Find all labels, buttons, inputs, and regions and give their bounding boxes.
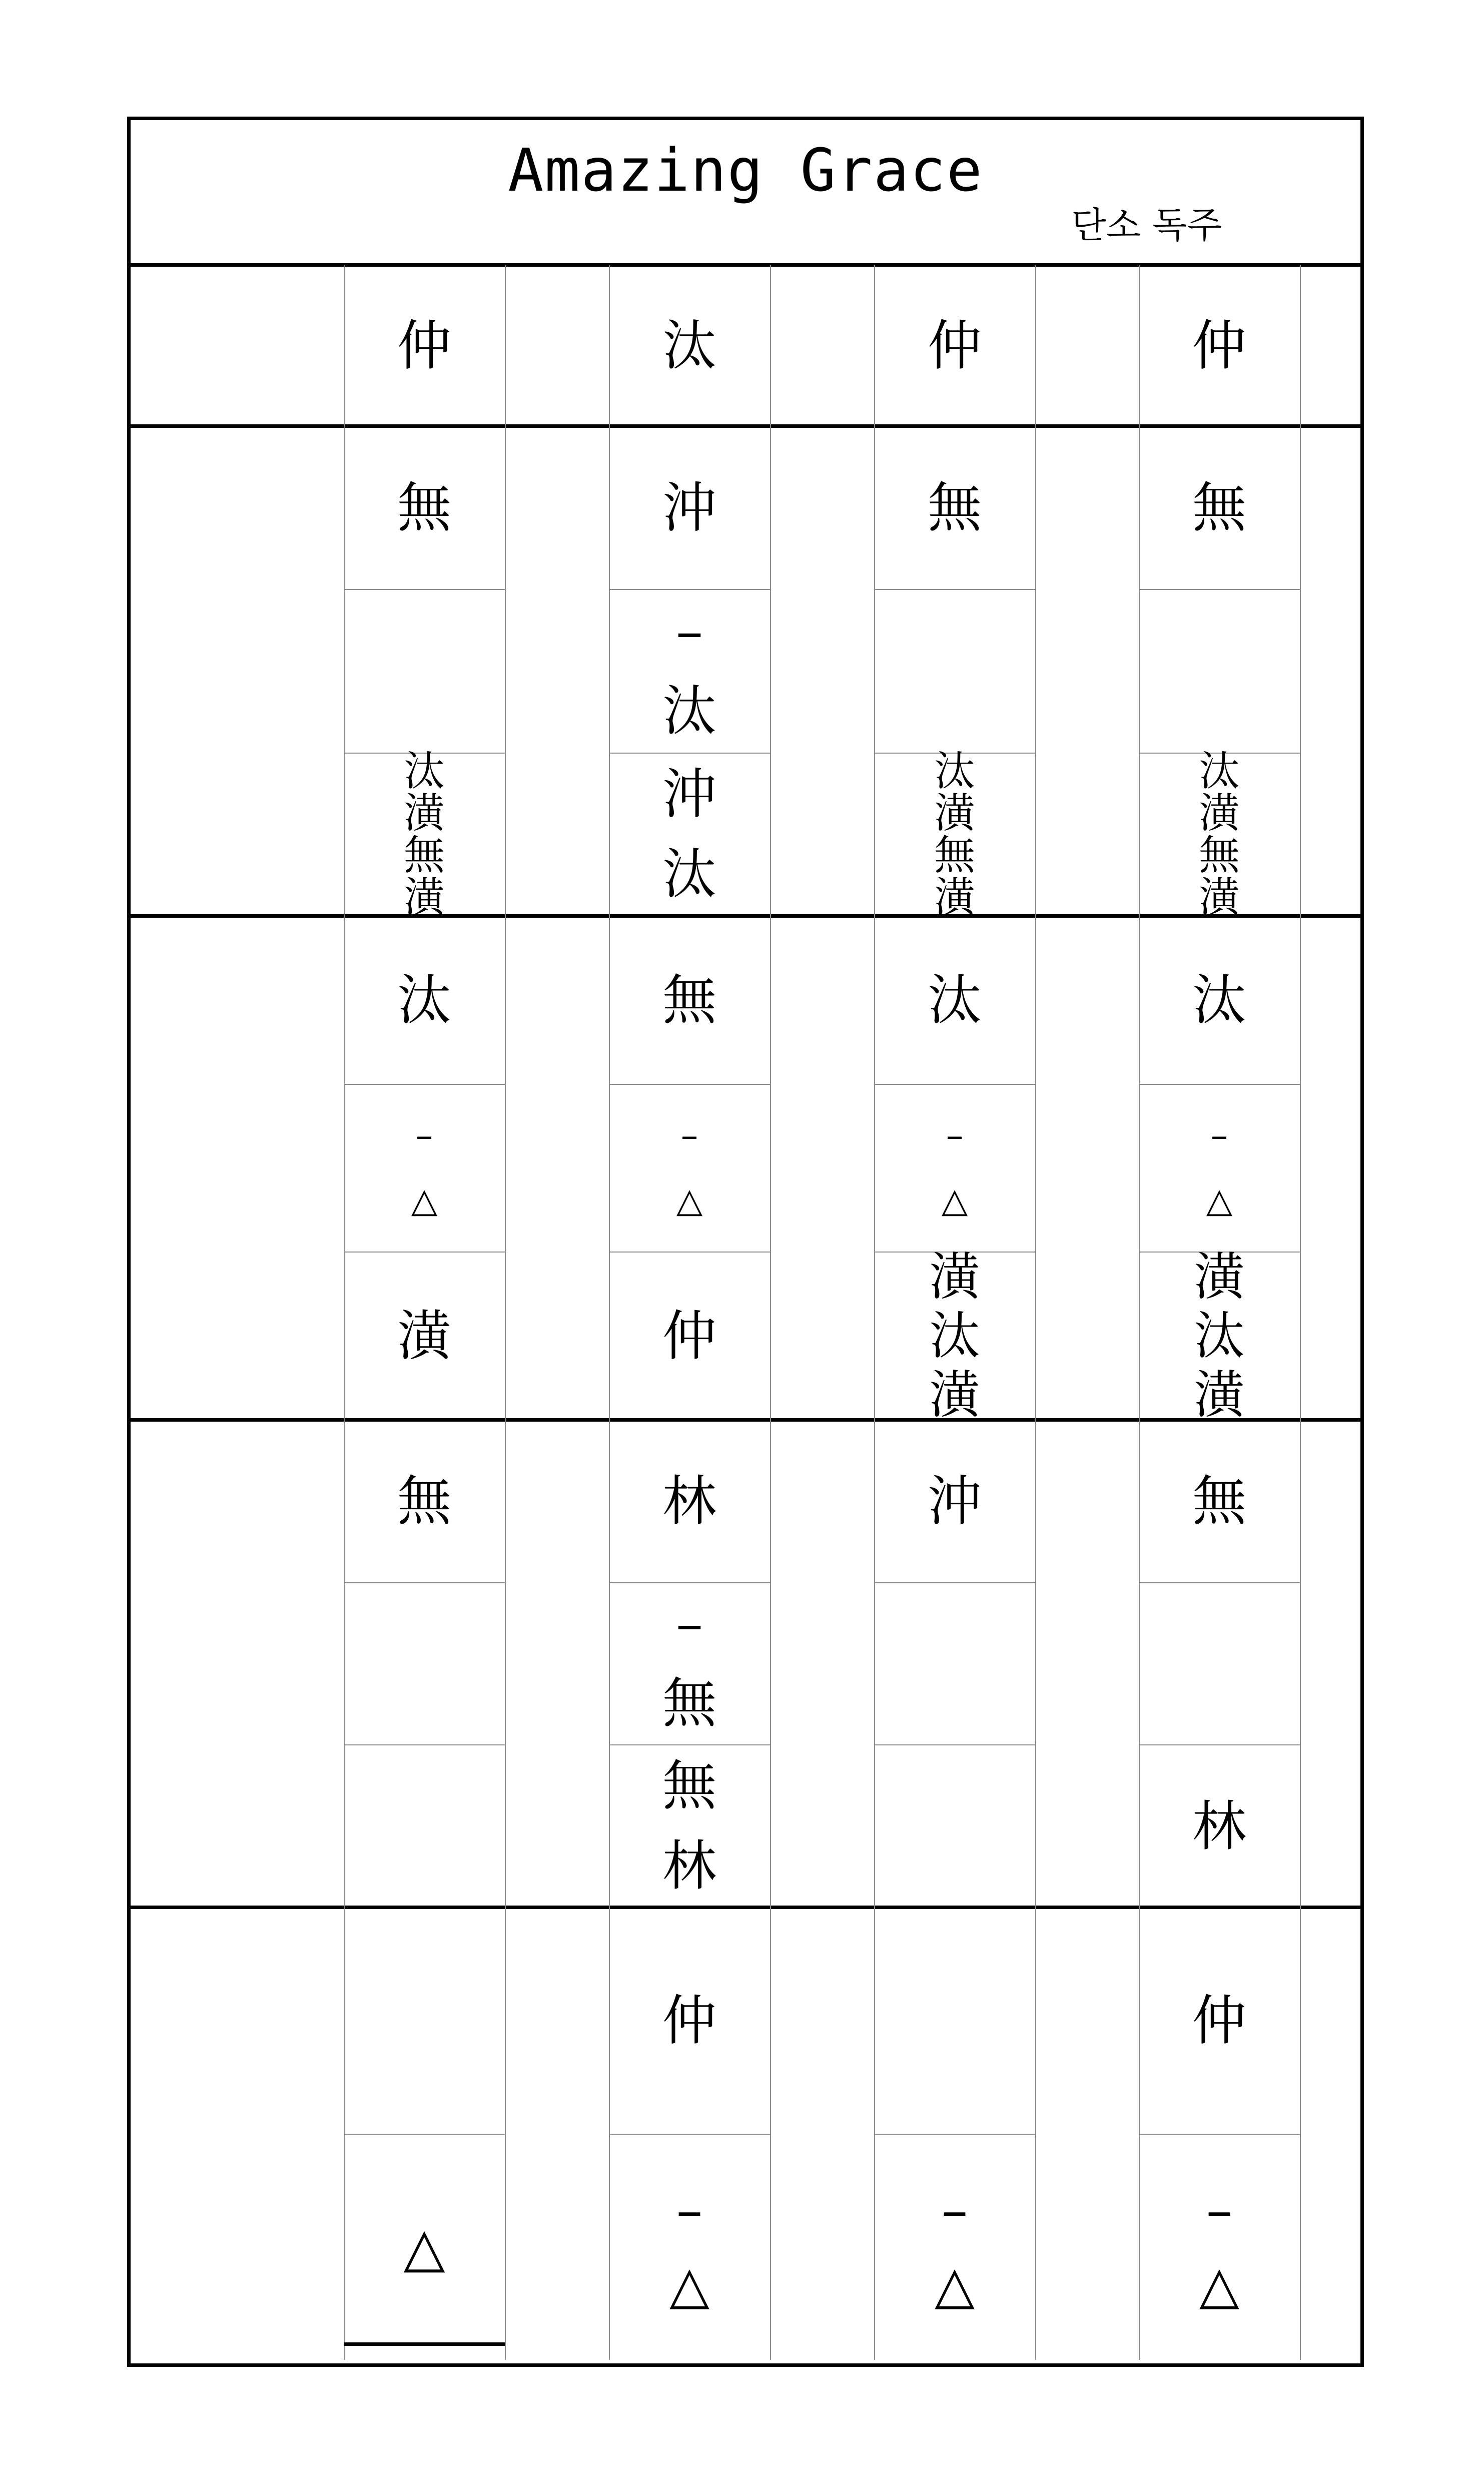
notation-cell bbox=[874, 1085, 1035, 1252]
pitch-glyph: 林 bbox=[662, 1470, 716, 1533]
notation-cell bbox=[344, 1584, 505, 1745]
pitch-glyph: 潢 bbox=[403, 874, 445, 922]
sustain-dash-symbol: – bbox=[676, 2179, 702, 2241]
notation-cell bbox=[344, 590, 505, 752]
notation-cell bbox=[874, 748, 1035, 922]
sub-cell-divider bbox=[1139, 1582, 1300, 1583]
sub-cell-divider bbox=[609, 1582, 770, 1583]
sub-cell-divider bbox=[874, 2134, 1035, 2135]
notation-cell bbox=[609, 1253, 770, 1420]
notation-cell bbox=[609, 917, 770, 1084]
notation-cell bbox=[344, 1085, 505, 1252]
notation-cell bbox=[344, 1909, 505, 2134]
notation-cell bbox=[874, 1746, 1035, 1907]
pitch-glyph: 仲 bbox=[1192, 315, 1246, 377]
sustain-dash-symbol: – bbox=[946, 1115, 963, 1155]
pitch-glyph: 無 bbox=[662, 969, 716, 1032]
sub-cell-divider bbox=[344, 1582, 505, 1583]
sub-cell-divider bbox=[1139, 2134, 1300, 2135]
notation-cell bbox=[344, 1421, 505, 1582]
sub-cell-divider bbox=[874, 589, 1035, 590]
sub-cell-divider bbox=[344, 1084, 505, 1085]
sub-cell-divider bbox=[344, 2134, 505, 2135]
sub-cell-divider bbox=[344, 1744, 505, 1745]
notation-cell bbox=[609, 590, 770, 752]
sub-cell-divider bbox=[1139, 1084, 1300, 1085]
notation-cell bbox=[1139, 590, 1300, 752]
rest-triangle-symbol: △ bbox=[1206, 1180, 1233, 1220]
pitch-glyph: 沖 bbox=[662, 763, 716, 826]
notation-cell bbox=[1139, 2135, 1300, 2360]
notation-cell bbox=[344, 2135, 505, 2360]
notation-cell bbox=[609, 427, 770, 589]
pitch-glyph: 汰 bbox=[403, 748, 445, 796]
notation-cell bbox=[874, 1247, 1035, 1425]
notation-cell bbox=[874, 917, 1035, 1084]
sub-cell-divider bbox=[609, 1744, 770, 1745]
pitch-glyph: 無 bbox=[1192, 477, 1246, 540]
pitch-glyph: 仲 bbox=[1192, 1990, 1246, 2053]
notation-cell bbox=[609, 1909, 770, 2134]
pitch-glyph: 潢 bbox=[934, 874, 975, 922]
pitch-glyph: 汰 bbox=[934, 748, 975, 796]
notation-cell bbox=[874, 2135, 1035, 2360]
sustain-dash-symbol: – bbox=[1206, 2179, 1232, 2241]
sub-cell-divider bbox=[609, 753, 770, 754]
ending-underline bbox=[344, 2342, 505, 2346]
pitch-glyph: 潢 bbox=[929, 1247, 980, 1307]
pitch-glyph: 沖 bbox=[927, 1470, 982, 1533]
pitch-glyph: 潢 bbox=[1198, 874, 1240, 922]
pitch-glyph: 汰 bbox=[662, 680, 716, 743]
notation-cell bbox=[874, 1909, 1035, 2134]
sub-cell-divider bbox=[609, 589, 770, 590]
notation-cell bbox=[1139, 917, 1300, 1084]
piece-title: Amazing Grace bbox=[508, 136, 983, 205]
sub-cell-divider bbox=[1139, 589, 1300, 590]
column-line bbox=[770, 265, 771, 2360]
rest-triangle-symbol: △ bbox=[403, 2216, 445, 2279]
rest-triangle-symbol: △ bbox=[676, 1180, 703, 1220]
notation-cell bbox=[1139, 1746, 1300, 1907]
notation-cell bbox=[1139, 266, 1300, 426]
pitch-glyph: 汰 bbox=[1194, 1306, 1245, 1366]
sustain-dash-symbol: – bbox=[681, 1115, 698, 1155]
pitch-glyph: 林 bbox=[662, 1835, 716, 1898]
pitch-glyph: 潢 bbox=[929, 1365, 980, 1425]
sub-cell-divider bbox=[874, 1582, 1035, 1583]
notation-cell bbox=[609, 754, 770, 916]
rest-triangle-symbol: △ bbox=[411, 1180, 438, 1220]
pitch-glyph: 潢 bbox=[934, 790, 975, 838]
sustain-dash-symbol: – bbox=[676, 1592, 703, 1655]
notation-cell bbox=[1139, 1909, 1300, 2134]
pitch-glyph: 無 bbox=[1192, 1470, 1246, 1533]
pitch-glyph: 無 bbox=[662, 1672, 716, 1735]
pitch-glyph: 汰 bbox=[662, 315, 716, 377]
pitch-glyph: 潢 bbox=[403, 790, 445, 838]
rest-triangle-symbol: △ bbox=[935, 2254, 975, 2316]
notation-cell bbox=[1139, 1247, 1300, 1425]
column-line bbox=[1300, 265, 1301, 2360]
notation-cell bbox=[344, 1746, 505, 1907]
notation-cell bbox=[609, 1085, 770, 1252]
notation-cell bbox=[344, 266, 505, 426]
sustain-dash-symbol: – bbox=[416, 1115, 433, 1155]
pitch-glyph: 無 bbox=[397, 1470, 451, 1533]
pitch-glyph: 無 bbox=[403, 832, 445, 880]
pitch-glyph: 汰 bbox=[397, 969, 451, 1032]
notation-cell bbox=[1139, 1421, 1300, 1582]
pitch-glyph: 潢 bbox=[1194, 1365, 1245, 1425]
rest-triangle-symbol: △ bbox=[941, 1180, 968, 1220]
column-line bbox=[505, 265, 506, 2360]
notation-cell bbox=[874, 1421, 1035, 1582]
notation-cell bbox=[344, 748, 505, 922]
notation-cell bbox=[344, 917, 505, 1084]
sustain-dash-symbol: – bbox=[1211, 1115, 1228, 1155]
sub-cell-divider bbox=[874, 1084, 1035, 1085]
column-line bbox=[1035, 265, 1036, 2360]
notation-cell bbox=[609, 266, 770, 426]
notation-cell bbox=[609, 1584, 770, 1745]
notation-cell bbox=[1139, 748, 1300, 922]
pitch-glyph: 潢 bbox=[1194, 1247, 1245, 1307]
rest-triangle-symbol: △ bbox=[1199, 2254, 1239, 2316]
score-sheet bbox=[127, 117, 1364, 2367]
notation-cell bbox=[1139, 1085, 1300, 1252]
notation-cell bbox=[609, 1746, 770, 1907]
notation-cell bbox=[344, 1253, 505, 1420]
pitch-glyph: 汰 bbox=[927, 969, 982, 1032]
pitch-glyph: 汰 bbox=[1198, 748, 1240, 796]
pitch-glyph: 無 bbox=[1198, 832, 1240, 880]
pitch-glyph: 汰 bbox=[929, 1306, 980, 1366]
piece-subtitle: 단소 독주 bbox=[1071, 204, 1222, 246]
pitch-glyph: 無 bbox=[934, 832, 975, 880]
pitch-glyph: 沖 bbox=[662, 477, 716, 540]
sub-cell-divider bbox=[609, 1252, 770, 1253]
pitch-glyph: 汰 bbox=[1192, 969, 1246, 1032]
pitch-glyph: 仲 bbox=[662, 1990, 716, 2053]
sustain-dash-symbol: – bbox=[942, 2179, 968, 2241]
notation-cell bbox=[874, 1584, 1035, 1745]
pitch-glyph: 仲 bbox=[397, 315, 451, 377]
notation-cell bbox=[344, 427, 505, 589]
sub-cell-divider bbox=[874, 1744, 1035, 1745]
pitch-glyph: 潢 bbox=[397, 1305, 451, 1368]
notation-cell bbox=[874, 427, 1035, 589]
pitch-glyph: 仲 bbox=[927, 315, 982, 377]
pitch-glyph: 汰 bbox=[662, 843, 716, 906]
notation-cell bbox=[874, 266, 1035, 426]
pitch-glyph: 無 bbox=[662, 1755, 716, 1818]
sustain-dash-symbol: – bbox=[676, 599, 703, 663]
sub-cell-divider bbox=[344, 1252, 505, 1253]
sub-cell-divider bbox=[609, 2134, 770, 2135]
notation-cell bbox=[1139, 1584, 1300, 1745]
pitch-glyph: 無 bbox=[927, 477, 982, 540]
sub-cell-divider bbox=[609, 1084, 770, 1085]
pitch-glyph: 林 bbox=[1192, 1795, 1246, 1858]
sub-cell-divider bbox=[1139, 1744, 1300, 1745]
title-area bbox=[131, 120, 1360, 268]
sub-cell-divider bbox=[344, 589, 505, 590]
notation-cell bbox=[609, 1421, 770, 1582]
notation-cell bbox=[609, 2135, 770, 2360]
pitch-glyph: 仲 bbox=[662, 1305, 716, 1368]
notation-cell bbox=[874, 590, 1035, 752]
pitch-glyph: 無 bbox=[397, 477, 451, 540]
rest-triangle-symbol: △ bbox=[669, 2254, 709, 2316]
pitch-glyph: 潢 bbox=[1198, 790, 1240, 838]
notation-cell bbox=[1139, 427, 1300, 589]
